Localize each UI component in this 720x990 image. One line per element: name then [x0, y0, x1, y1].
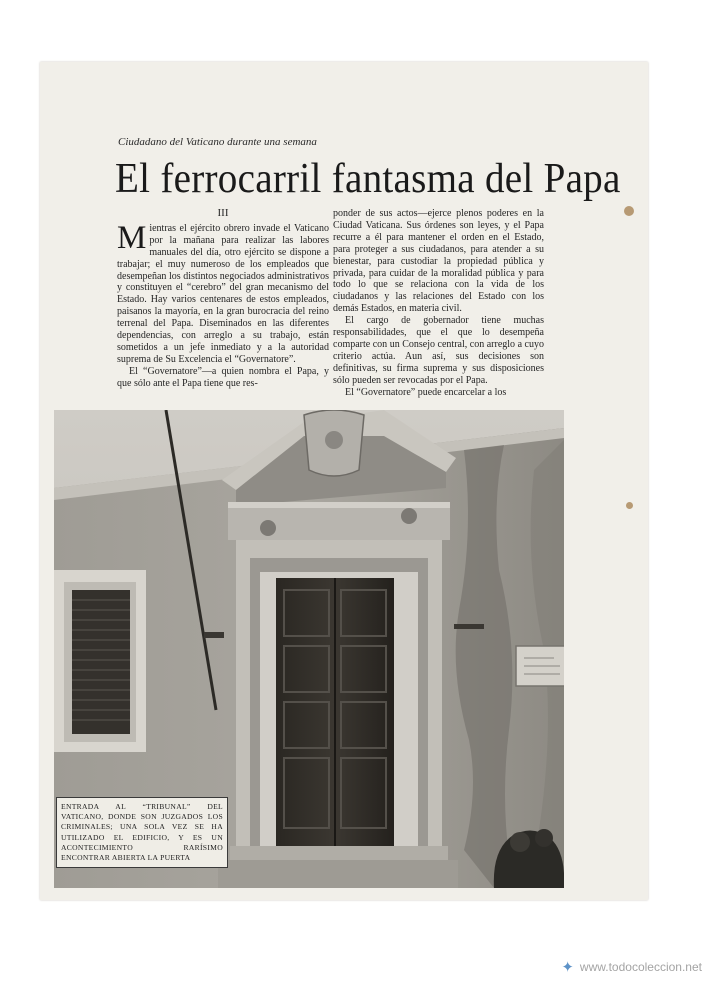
part-number: III [217, 207, 229, 219]
tc-logo-icon: ✦ [561, 959, 574, 976]
photo-caption: ENTRADA AL “TRIBUNAL” DEL VATICANO, DONDE SON JUZGADOS LOS CRIMINALES; UNA SOLA VEZ SE HA UTILIZADO EL EDIFICIO, Y ES UN ACONTECIMIENTO RARÍSIMO ENCONTRAR ABIERTA LA PUERTA [56, 797, 228, 868]
paper-stain [626, 502, 633, 509]
paragraph [117, 219, 329, 366]
watermark [561, 958, 702, 976]
paragraph: El “Governatore”—a quien nombra el Papa, y que sólo ante el Papa tiene que res- [117, 365, 329, 389]
drop-cap: M [117, 219, 147, 256]
text-column-2 [333, 208, 544, 399]
paragraph: El cargo de gobernador tiene muchas responsabilidades, que el que lo desempeña comparte con un Consejo central, con arreglo a cuyo criterio actúa. Aun así, sus decisiones son definitivas, su firma suprema y sus disposiciones sólo pueden ser revocadas por el Papa. [333, 315, 544, 386]
paragraph-text: ientras el ejército obrero invade el Vaticano por la mañana para realizar las labores manuales del día, otro ejército se dispone a trabajar; el muy numeroso de los empleados que desempeñan los distintos negociados administrativos y constituyen el “cerebro” del gran mecanismo del Estado. Hay varios centenares de estos empleados, paisanos la mayoría, en la gran burocracia del reino terrenal del Papa. Diseminados en las diferentes dependencias, con arreglo a su trabajo, están sometidos a un jefe inmediato y a la autoridad suprema de Su Excelencia el “Governatore”. [117, 222, 329, 365]
paragraph: El “Governatore” puede encarcelar a los [345, 386, 507, 398]
text-column-1 [117, 208, 329, 390]
paragraph: ponder de sus actos—ejerce plenos poderes en la Ciudad Vaticana. Sus órdenes son leyes, y el Papa recurre a él para mantener el orden en el Estado, para proteger a sus ciudadanos, para atender a su bienestar, para custodiar la propiedad pública y privada, para cuidar de la moralidad pública y para todo lo que se relaciona con la vida de los ciudadanos y las relaciones del Estado con los demás Estados, en materia civil. [333, 208, 544, 315]
paper-stain [624, 206, 634, 216]
article-title: El ferrocarril fantasma del Papa [115, 156, 621, 202]
watermark-text: www.todocoleccion.net [579, 960, 702, 974]
article-kicker: Ciudadano del Vaticano durante una semana [118, 136, 317, 148]
